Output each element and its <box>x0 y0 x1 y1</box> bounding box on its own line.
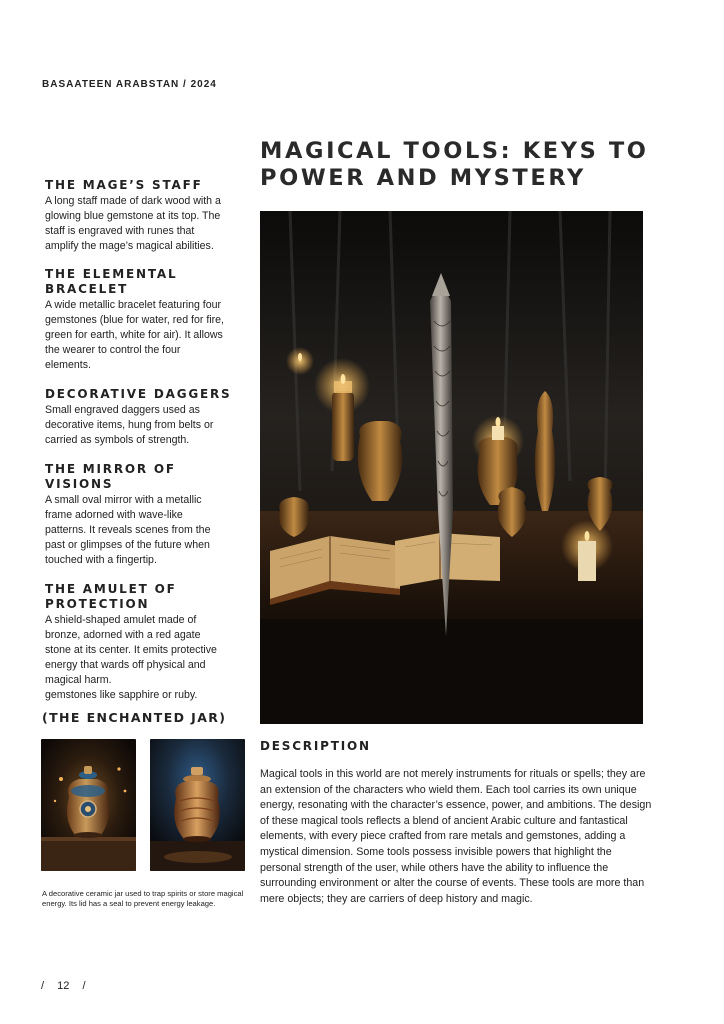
section-elemental-bracelet <box>45 267 235 373</box>
enchanted-jar-title: (THE ENCHANTED JAR) <box>42 710 227 725</box>
enchanted-jar-image-1 <box>41 739 136 871</box>
description-title: DESCRIPTION <box>260 739 371 753</box>
description-body: Magical tools in this world are not merely instruments for rituals or spells; they are an extension of the characters who wield them. Each tool carries its own unique energy, resonating with the character’s essence, power, and ambitions. The design of these magical tools reflects a blend of ancient Arabic culture and fantastical elements, with every piece crafted from rare metals and gemstones, adding a mystical dimension. Some tools possess invisible powers that highlight the personal strength of the user, while others have the ability to influence the surrounding environment or alter the course of events. These tools are more than mere objects; they are carriers of deep history and magic. <box>260 768 652 905</box>
magazine-header-tag: BASAATEEN ARABSTAN / 2024 <box>42 79 217 90</box>
enchanted-jar-caption: A decorative ceramic jar used to trap spirits or store magical energy. Its lid has a seal to prevent energy leakage. <box>42 889 244 908</box>
footer-slash-left: / <box>41 980 45 992</box>
section-body: A small oval mirror with a metallic frame adorned with wave-like patterns. It reveals scenes from the past or glimpses of the future when touched with a fingertip. <box>45 494 211 566</box>
page-title: MAGICAL TOOLS: KEYS TO POWER AND MYSTERY <box>260 138 649 191</box>
page-number: 12 <box>57 980 70 992</box>
section-body: A shield-shaped amulet made of bronze, adorned with a red agate stone at its center. It emits protective energy that wards off physical and magical harm. gemstones like sapphire or ruby. <box>45 614 217 701</box>
section-mages-staff <box>45 178 235 254</box>
magical-tools-illustration <box>260 211 643 724</box>
section-title: THE ELEMENTAL BRACELET <box>45 267 178 296</box>
footer-slash-right: / <box>82 980 86 992</box>
page-footer <box>41 980 96 992</box>
section-mirror-of-visions <box>45 462 235 568</box>
section-body: Small engraved daggers used as decorative items, hung from belts or carried as symbols of strength. <box>45 404 214 446</box>
section-title: THE MAGE’S STAFF <box>45 178 203 192</box>
section-title: THE MIRROR OF VISIONS <box>45 462 176 491</box>
section-title: THE AMULET OF PROTECTION <box>45 582 177 611</box>
section-amulet-of-protection <box>45 582 235 703</box>
enchanted-jar-image-2 <box>150 739 245 871</box>
section-decorative-daggers <box>45 387 235 448</box>
section-body: A wide metallic bracelet featuring four gemstones (blue for water, red for fire, green for earth, white for air). It allows the wearer to control the four elements. <box>45 299 224 371</box>
section-title: DECORATIVE DAGGERS <box>45 387 232 401</box>
section-body: A long staff made of dark wood with a glowing blue gemstone at its top. The staff is engraved with runes that amplify the mage’s magical abilities. <box>45 195 221 252</box>
